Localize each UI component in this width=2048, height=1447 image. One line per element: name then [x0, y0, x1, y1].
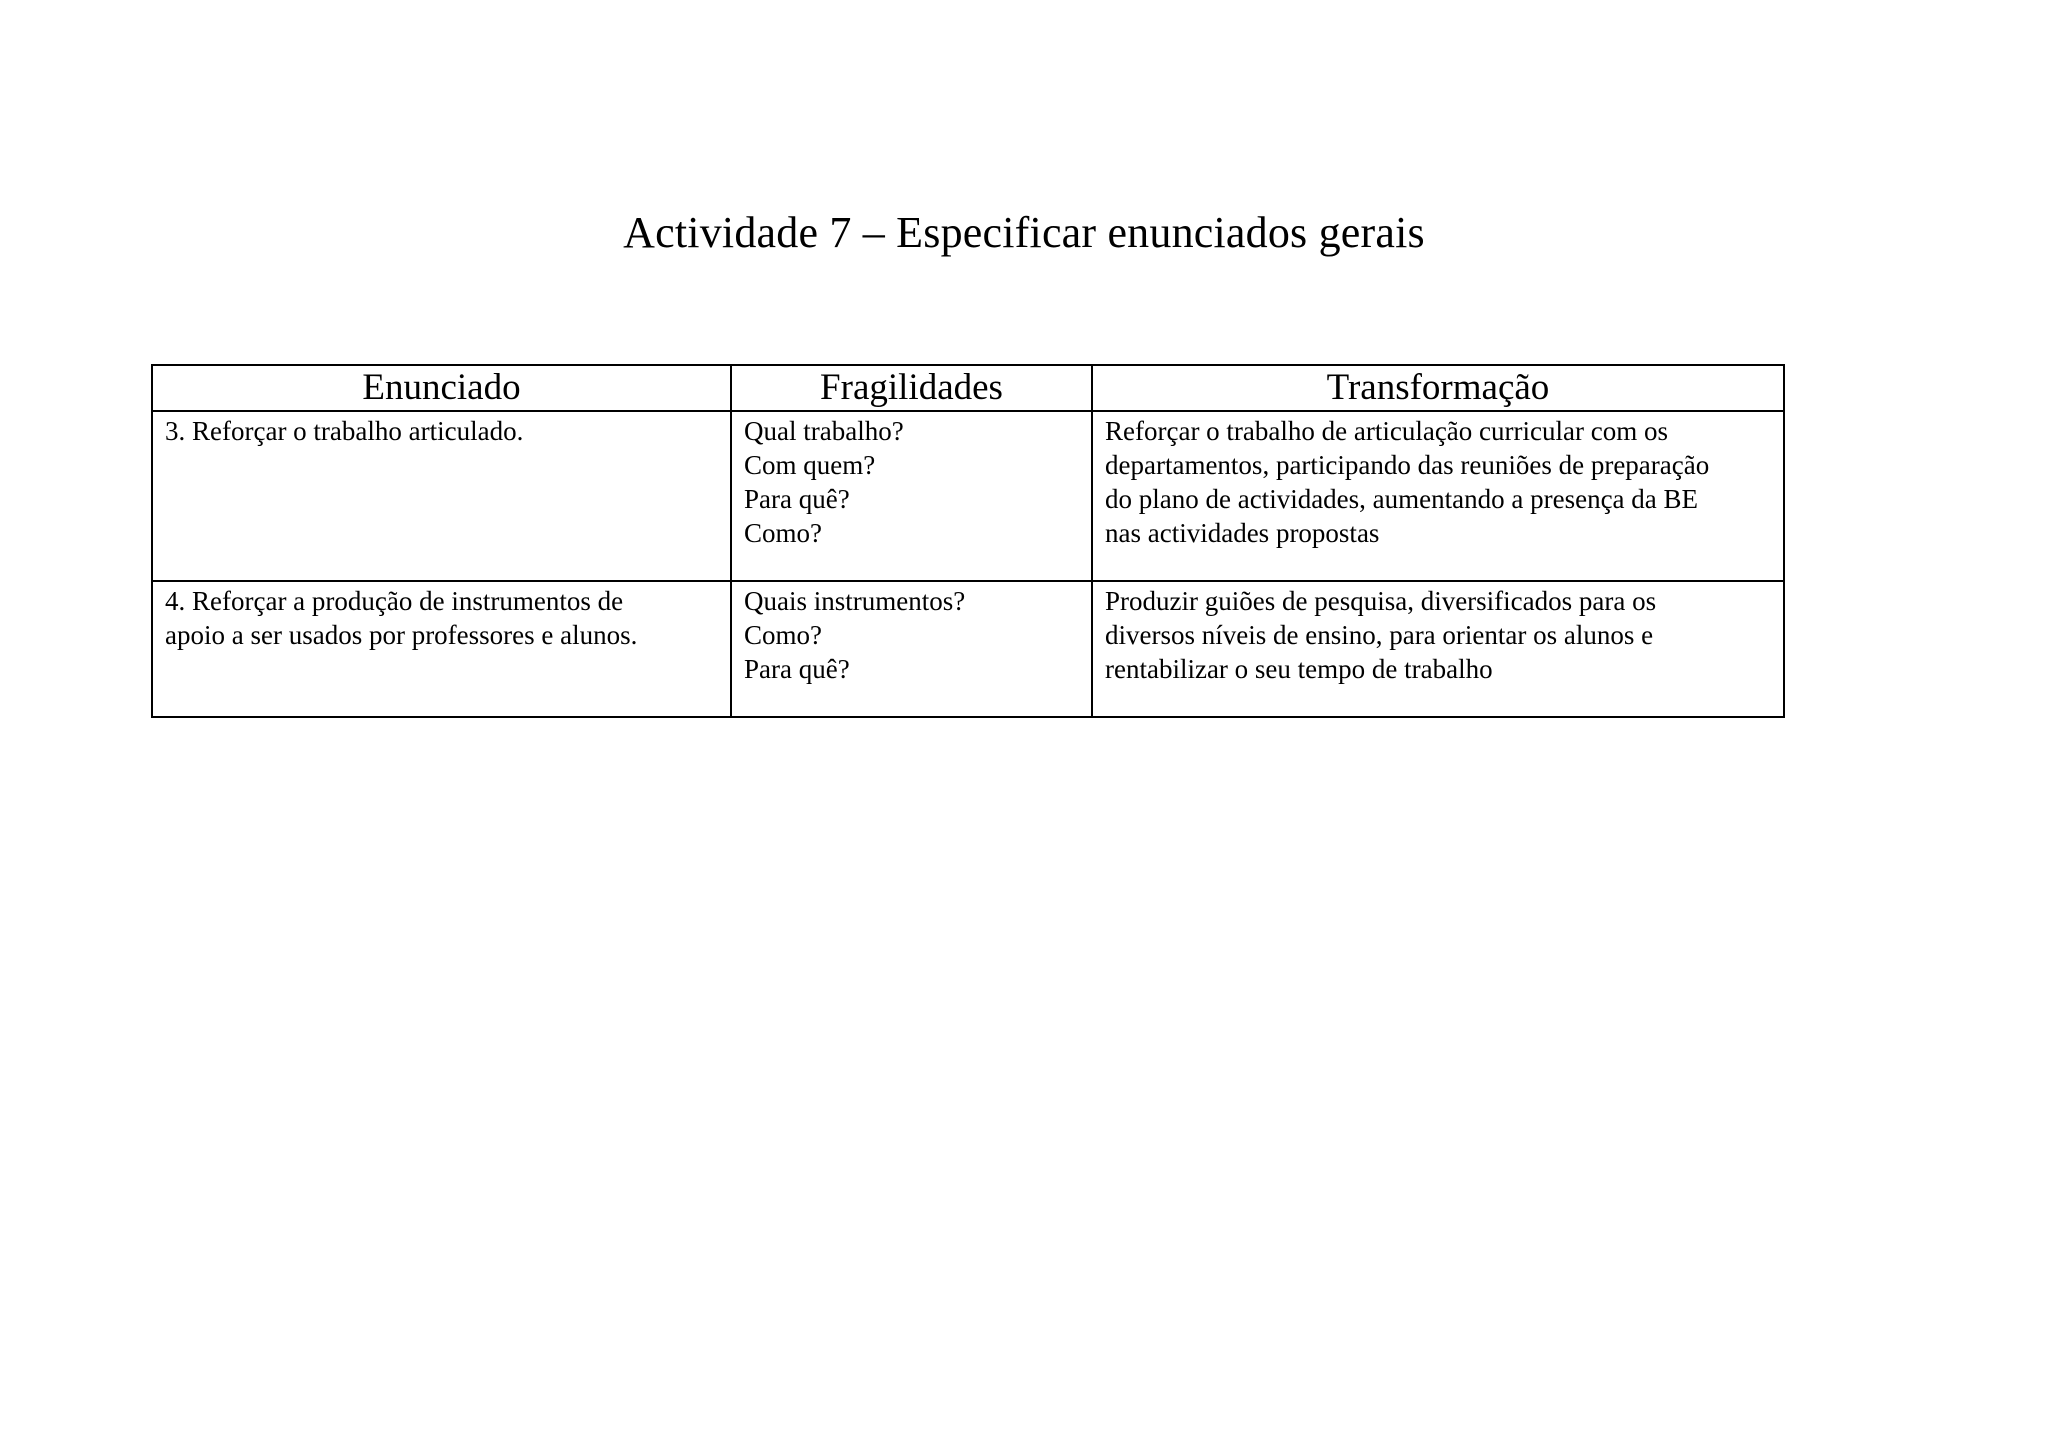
- cell-line: departamentos, participando das reuniões de preparação: [1105, 450, 1710, 480]
- cell-enunciado: [152, 411, 731, 581]
- table-header: [152, 365, 1784, 411]
- cell-line: Com quem?: [744, 450, 876, 480]
- table-body: [152, 411, 1784, 717]
- cell-line: Como?: [744, 518, 822, 548]
- cell-line: nas actividades propostas: [1105, 518, 1380, 548]
- cell-line: apoio a ser usados por professores e alunos.: [165, 620, 638, 650]
- page-title: Actividade 7 – Especificar enunciados gerais: [623, 208, 1425, 257]
- table-row: [152, 411, 1784, 581]
- cell-transformacao: [1092, 411, 1784, 581]
- table-row: [152, 581, 1784, 717]
- cell-transformacao: [1092, 581, 1784, 717]
- cell-line: do plano de actividades, aumentando a presença da BE: [1105, 484, 1699, 514]
- cell-line: Como?: [744, 620, 822, 650]
- header-row: [152, 365, 1784, 411]
- cell-line: 4. Reforçar a produção de instrumentos de: [165, 586, 624, 616]
- header-enunciado: Enunciado: [152, 365, 731, 411]
- cell-line: Para quê?: [744, 654, 850, 684]
- cell-fragilidades: [731, 411, 1092, 581]
- cell-line: Reforçar o trabalho de articulação curricular com os: [1105, 416, 1668, 446]
- cell-line: 3. Reforçar o trabalho articulado.: [165, 416, 524, 446]
- cell-line: diversos níveis de ensino, para orientar os alunos e: [1105, 620, 1654, 650]
- cell-line: rentabilizar o seu tempo de trabalho: [1105, 654, 1493, 684]
- cell-line: Produzir guiões de pesquisa, diversificados para os: [1105, 586, 1657, 616]
- cell-enunciado: [152, 581, 731, 717]
- header-fragilidades: Fragilidades: [731, 365, 1092, 411]
- cell-line: Quais instrumentos?: [744, 586, 966, 616]
- cell-fragilidades: [731, 581, 1092, 717]
- specification-table: [151, 364, 1785, 718]
- cell-line: Qual trabalho?: [744, 416, 904, 446]
- header-transformacao: Transformação: [1092, 365, 1784, 411]
- cell-line: Para quê?: [744, 484, 850, 514]
